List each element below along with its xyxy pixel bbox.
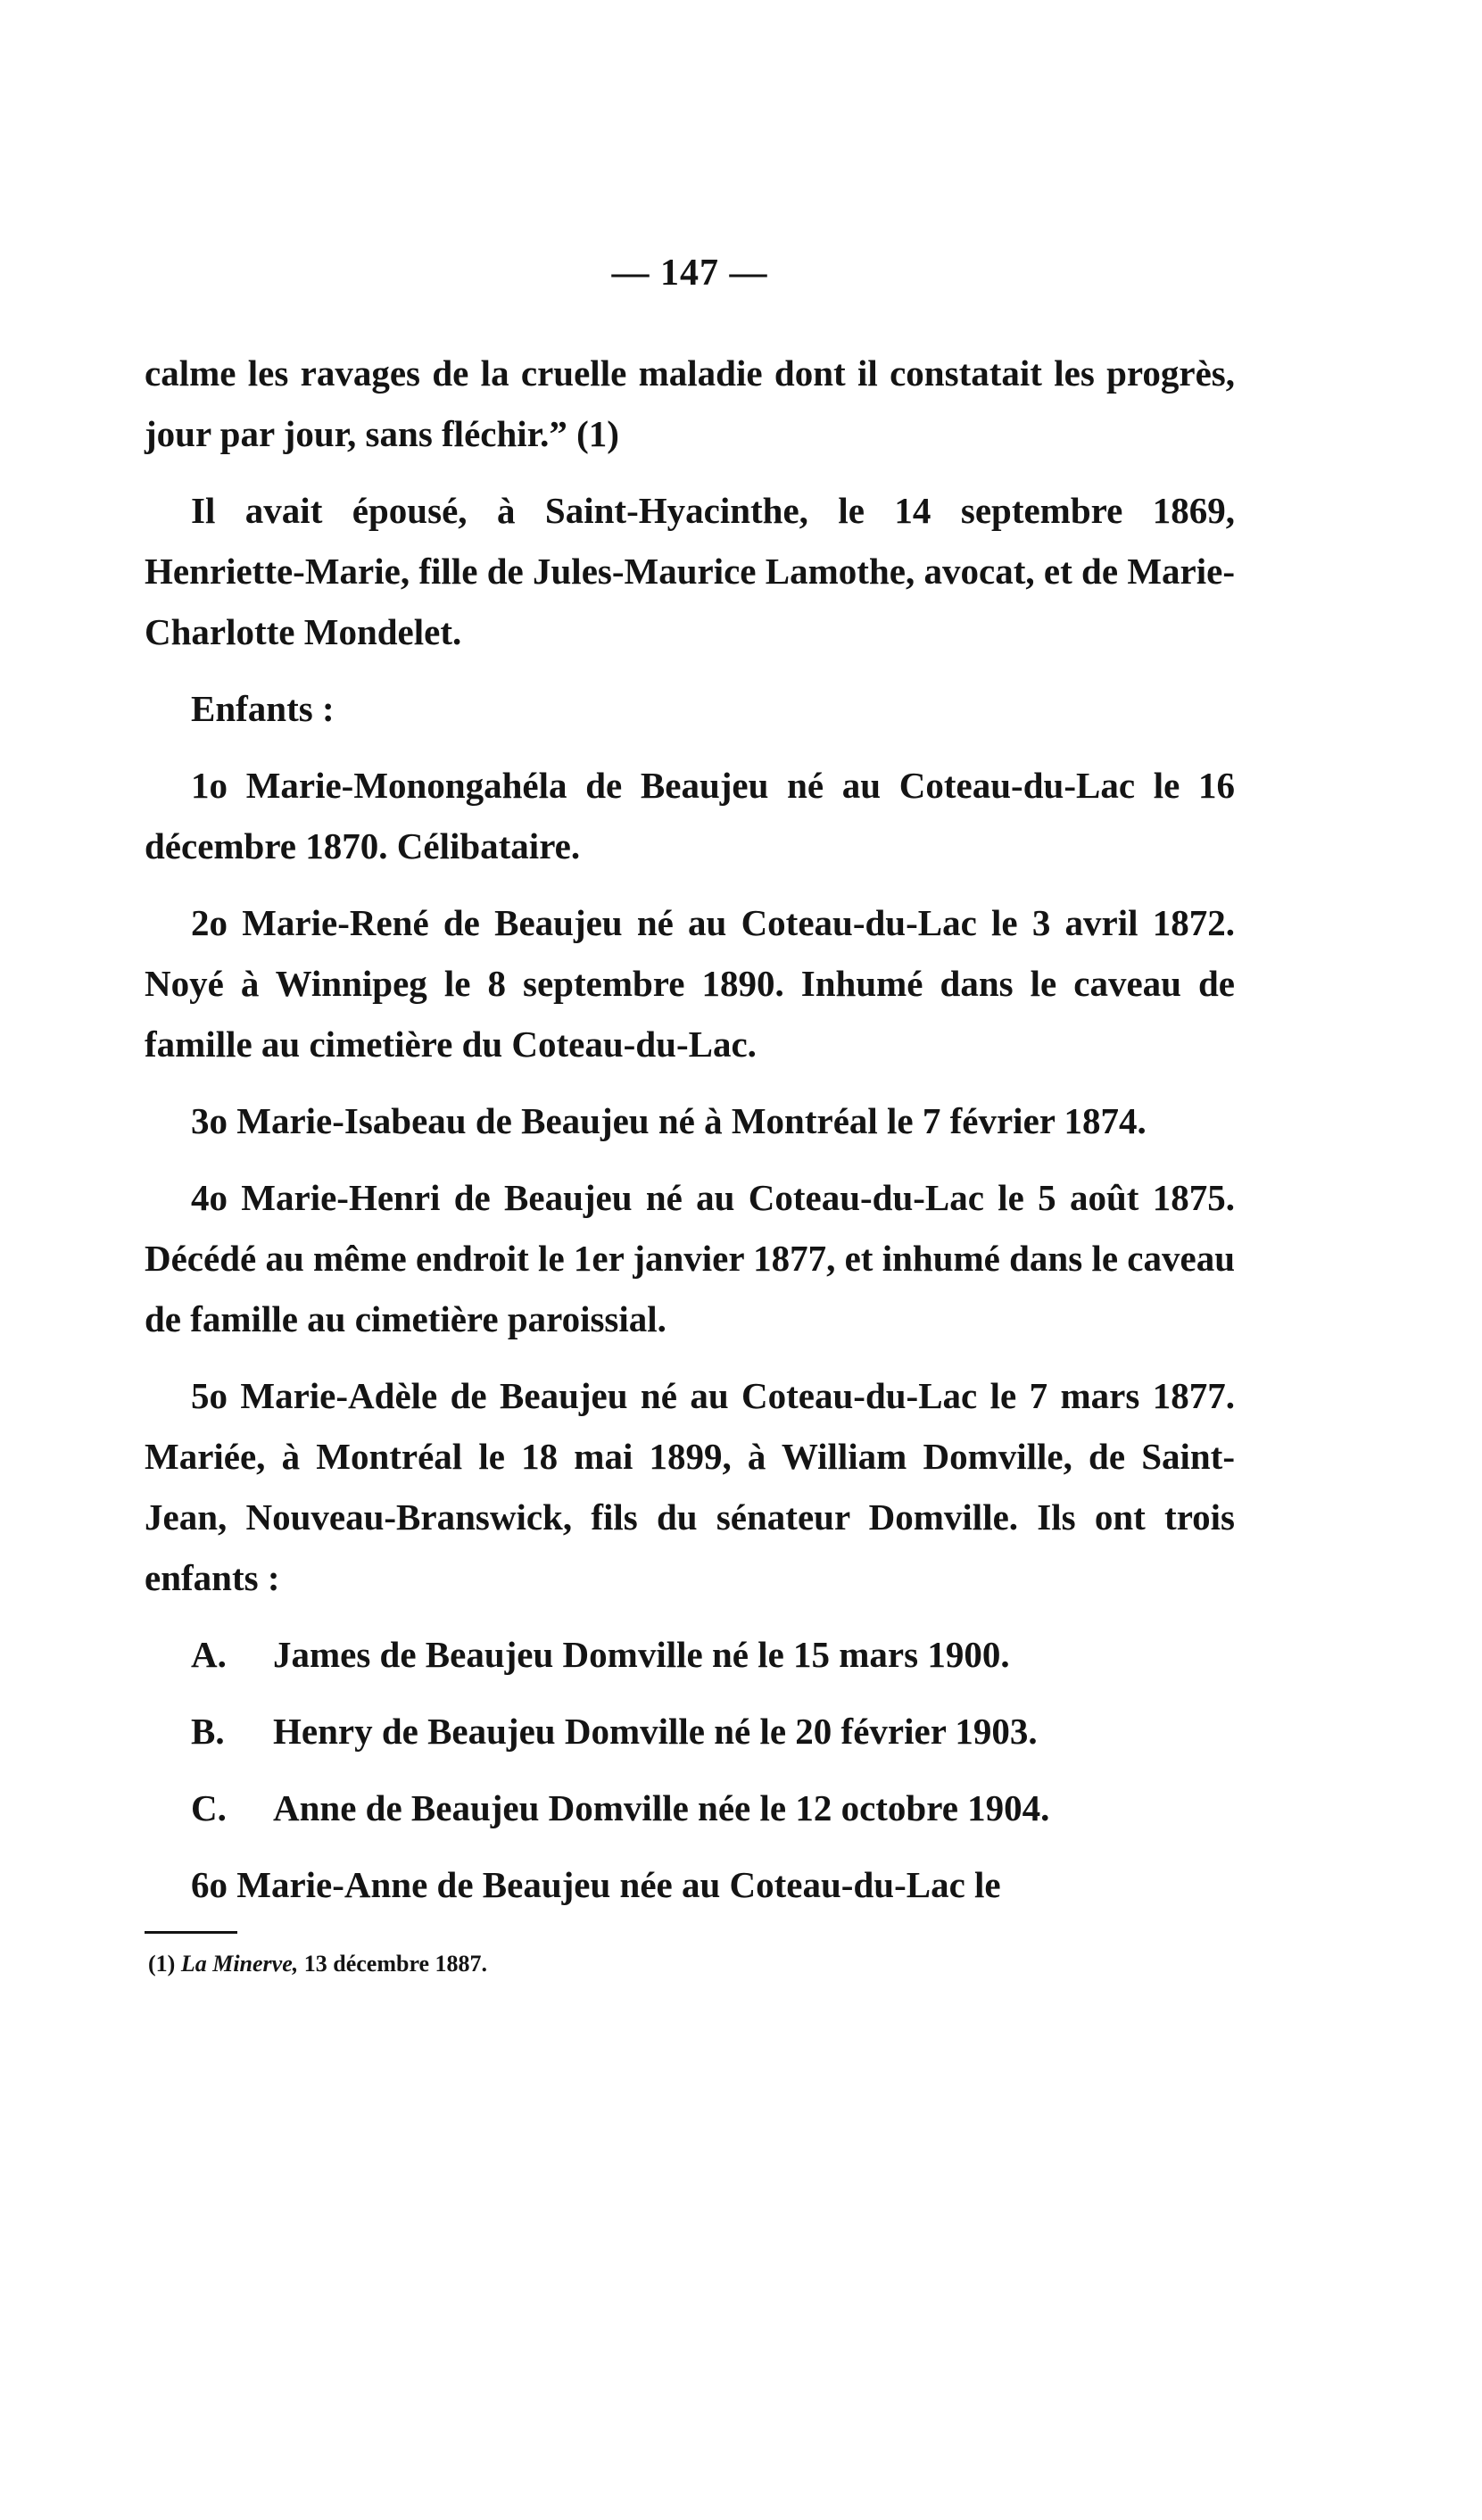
grandchild-text: Anne de Beaujeu Domville née le 12 octobre 1904. [273,1787,1050,1828]
paragraph-child-1: 1o Marie-Monongahéla de Beaujeu né au Coteau-du-Lac le 16 décembre 1870. Célibataire. [145,765,1235,866]
paragraph-child-5: 5o Marie-Adèle de Beaujeu né au Coteau-du-Lac le 7 mars 1877. Mariée, à Montréal le 18 mai 1899, à William Domville, de Saint-Jean, Nouveau-Branswick, fils du sénateur Domville. Ils ont trois enfants : [145,1375,1235,1598]
grandchild-text: James de Beaujeu Domville né le 15 mars 1900. [273,1634,1010,1675]
paragraph-child-4: 4o Marie-Henri de Beaujeu né au Coteau-du-Lac le 5 août 1875. Décédé au même endroit le 1er janvier 1877, et inhumé dans le caveau de famille au cimetière paroissial. [145,1177,1235,1339]
grandchild-letter: C. [191,1787,227,1828]
grandchild-letter: B. [191,1711,225,1752]
footnote-marker: (1) [148,1951,176,1977]
footnote-journal: La Minerve, [180,1951,299,1977]
document-page [145,252,1235,1982]
grandchild-entry [145,1701,1235,1762]
grandchild-letter: A. [191,1634,227,1675]
page-number: — 147 — [611,253,768,294]
paragraph-text: calme les ravages de la cruelle maladie dont il constatait les progrès, jour par jour, sans fléchir.” [145,352,1235,454]
footnote-date: 13 décembre 1887. [303,1951,488,1977]
paragraph-child-6: 6o Marie-Anne de Beaujeu née au Coteau-du-Lac le [191,1864,1001,1905]
grandchild-entry [145,1778,1235,1838]
grandchild-entry [145,1624,1235,1685]
paragraph-continuation [145,343,1235,464]
paragraph-child-3: 3o Marie-Isabeau de Beaujeu né à Montréal le 7 février 1874. [191,1100,1147,1141]
paragraph-child-2: 2o Marie-René de Beaujeu né au Coteau-du-Lac le 3 avril 1872. Noyé à Winnipeg le 8 septembre 1890. Inhumé dans le caveau de famille au cimetière du Coteau-du-Lac. [145,902,1235,1065]
grandchild-text: Henry de Beaujeu Domville né le 20 février 1903. [273,1711,1038,1752]
footnote [145,1946,1235,1982]
footnote-divider [145,1931,237,1934]
paragraph-marriage: Il avait épousé, à Saint-Hyacinthe, le 14 septembre 1869, Henriette-Marie, fille de Jules-Maurice Lamothe, avocat, et de Marie-Charlotte Mondelet. [145,490,1235,652]
footnote-reference: (1) [576,413,619,454]
paragraph-children-heading: Enfants : [191,688,335,729]
